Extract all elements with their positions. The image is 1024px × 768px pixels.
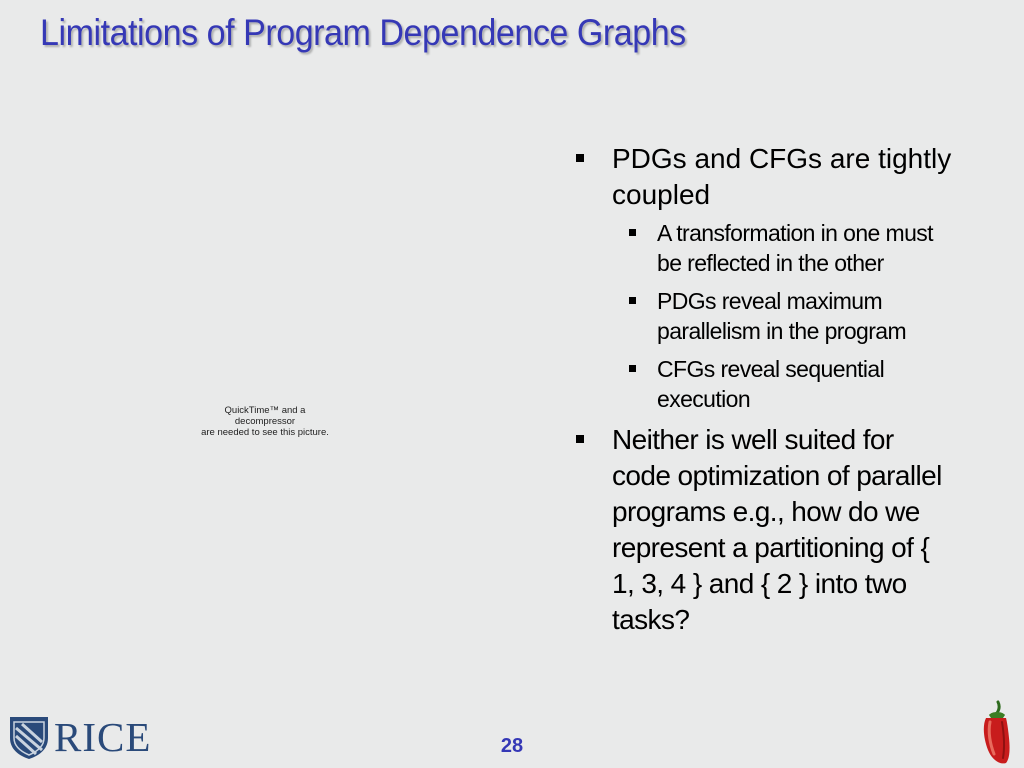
sub-bullet-item	[612, 354, 952, 414]
square-bullet-icon	[629, 297, 636, 304]
page-number: 28	[500, 735, 524, 757]
sub-bullet-text: A transformation in one must be reflected in the other	[657, 220, 933, 276]
bullet-list	[572, 141, 952, 638]
sub-bullet-list	[612, 218, 952, 414]
bullet-item	[572, 422, 952, 638]
sub-bullet-item	[612, 286, 952, 346]
bullet-text: PDGs and CFGs are tightly coupled	[612, 143, 952, 210]
sub-bullet-text: PDGs reveal maximum parallelism in the program	[657, 288, 907, 344]
quicktime-line-2: decompressor	[234, 416, 296, 427]
quicktime-line-3: are needed to see this picture.	[201, 427, 329, 438]
square-bullet-icon	[629, 365, 636, 372]
slide-title: Limitations of Program Dependence Graphs	[40, 12, 686, 53]
quicktime-placeholder	[160, 405, 370, 438]
square-bullet-icon	[629, 229, 636, 236]
square-bullet-icon	[576, 154, 584, 162]
square-bullet-icon	[576, 435, 584, 443]
rice-shield-icon	[8, 714, 50, 760]
sub-bullet-item	[612, 218, 952, 278]
rice-logo-text: RICE	[54, 714, 152, 760]
sub-bullet-text: CFGs reveal sequential execution	[657, 356, 885, 412]
quicktime-line-1: QuickTime™ and a	[224, 405, 306, 416]
rice-logo	[8, 712, 151, 762]
bullet-text: Neither is well suited for code optimization of parallel programs e.g., how do we represent a partitioning of { 1, 3, 4 } and { 2 } into two tasks?	[612, 424, 942, 635]
chili-pepper-icon	[972, 700, 1022, 766]
bullet-item	[572, 141, 952, 414]
